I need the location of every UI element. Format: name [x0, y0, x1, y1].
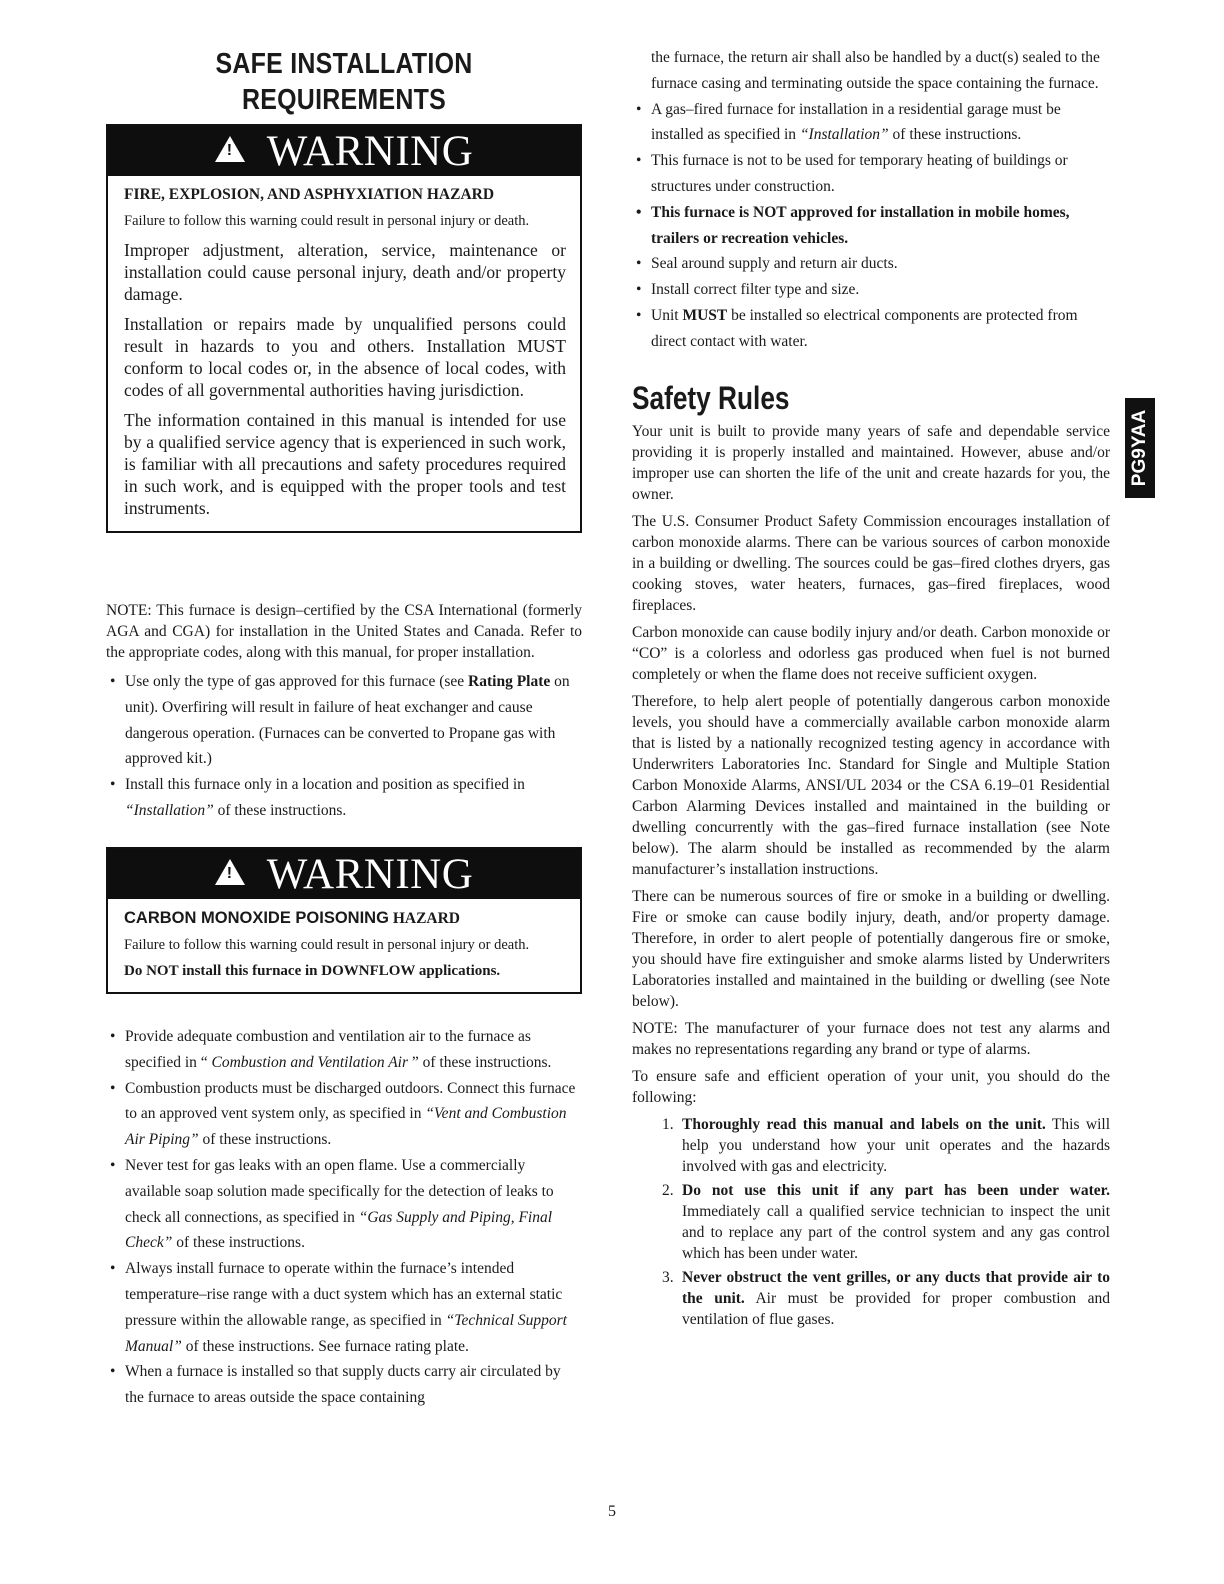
paragraph: There can be numerous sources of fire or smoke in a building or dwelling. Fire or smoke can cause bodily injury, death, and/or property damage. Therefore, in order to alert people of potentially dangerous fire or smoke, you should have fire extinguisher and smoke alarms listed by Underwriters Laboratories installed and maintained in the building or dwelling (see Note below). — [632, 888, 1110, 1010]
bullet-list-2 — [106, 1024, 582, 1411]
bullet-list — [106, 669, 582, 824]
hazard-title: FIRE, EXPLOSION, AND ASPHYXIATION HAZARD — [124, 186, 495, 203]
note-label: NOTE — [106, 602, 148, 619]
page-number: 5 — [608, 1503, 616, 1520]
warning-text: Do NOT install this furnace in DOWNFLOW applications. — [124, 963, 501, 979]
paragraph: Carbon monoxide can cause bodily injury and/or death. Carbon monoxide or “CO” is a colorless and odorless gas produced when fuel is not burned completely or when the flame does not receive sufficient oxygen. — [632, 624, 1110, 683]
list-item: • Unit MUST be installed so electrical components are protected from direct contact with water. — [632, 303, 1110, 355]
paragraph: Therefore, to help alert people of potentially dangerous carbon monoxide levels, you should have a commercially available carbon monoxide alarm that is listed by a nationally recognized testing agency in accordance with Underwriters Laboratories Inc. Standard for Single and Multiple Station Carbon Monoxide Alarms, ANSI/UL 2034 or the CSA 6.19–01 Residential Carbon Alarming Devices installed and maintained in the building or dwelling concurrently with the gas–fired furnace installation (see Note below). The alarm should be installed as recommended by the alarm manufacturer’s installation instructions. — [632, 693, 1110, 878]
list-item: • Combustion products must be discharged outdoors. Connect this furnace to an approved vent system only, as specified in “Vent and Combustion Air Piping” of these instructions. — [106, 1076, 582, 1153]
list-item: 3. Never obstruct the vent grilles, or any ducts that provide air to the unit. Air must be provided for proper combustion and ventilation of flue gases. — [662, 1269, 1111, 1328]
warning-header — [108, 126, 580, 176]
list-item: 2. Do not use this unit if any part has been under water. Immediately call a qualified service technician to inspect the unit and to replace any part of the control system and any gas control which has been under water. — [662, 1182, 1110, 1262]
warning-label: WARNING — [266, 850, 474, 898]
list-item: • Use only the type of gas approved for this furnace (see Rating Plate on unit). Overfiring will result in failure of heat exchanger and cause dangerous operation. (Furnaces can be converted to Propane gas with approved kit.) — [106, 669, 582, 772]
side-tab — [1125, 398, 1155, 498]
warning-triangle-icon: ! — [215, 859, 245, 885]
paragraph: The U.S. Consumer Product Safety Commission encourages installation of carbon monoxide alarms. There can be various sources of carbon monoxide in a building or dwelling. The sources could be gas–fired clothes dryers, gas cooking stoves, water heaters, furnaces, gas–fired fireplaces, wood fireplaces. — [632, 513, 1110, 614]
paragraph: To ensure safe and efficient operation of your unit, you should do the following: — [632, 1068, 1110, 1106]
list-item: • A gas–fired furnace for installation in a residential garage must be installed as specified in “Installation” of these instructions. — [632, 97, 1110, 149]
warning-header — [108, 849, 580, 899]
list-item: • Install correct filter type and size. — [632, 277, 1110, 303]
continued-text: the furnace, the return air shall also be handled by a duct(s) sealed to the furnace casing and terminating outside the space containing the furnace. — [651, 49, 1100, 92]
numbered-list — [632, 1114, 1110, 1330]
section-title-line1: SAFE INSTALLATION — [215, 48, 473, 80]
warning-text: Installation or repairs made by unqualified persons could result in hazards to you and others. Installation MUST conform to local codes or, in the absence of local codes, with codes of all governmental authorities having jurisdiction. — [124, 314, 566, 400]
paragraph: Your unit is built to provide many years of safe and dependable service providing it is properly installed and maintained. However, abuse and/or improper use can shorten the life of the unit and create hazards for you, the owner. — [632, 423, 1110, 503]
warning-text: Failure to follow this warning could result in personal injury or death. — [124, 937, 530, 953]
section-title-line2: REQUIREMENTS — [241, 84, 447, 116]
list-item: • When a furnace is installed so that supply ducts carry air circulated by the furnace to areas outside the space containing — [106, 1359, 582, 1411]
section-heading — [106, 46, 582, 118]
safety-rules-section — [632, 380, 1110, 1333]
warning-text: Improper adjustment, alteration, service, maintenance or installation could cause personal injury, death and/or property damage. — [124, 240, 566, 304]
warning-label: WARNING — [266, 127, 474, 175]
side-tab-label: PG9YAA — [1129, 409, 1150, 487]
list-item: • Never test for gas leaks with an open flame. Use a commercially available soap solution made specifically for the detection of leaks to check all connections, as specified in “Gas Supply and Piping, Final Check” of these instructions. — [106, 1153, 582, 1256]
list-item: • This furnace is NOT approved for installation in mobile homes, trailers or recreation vehicles. — [632, 200, 1110, 252]
list-item: • This furnace is not to be used for temporary heating of buildings or structures under construction. — [632, 148, 1110, 200]
note-paragraph: NOTE: This furnace is design–certified by the CSA International (formerly AGA and CGA) for installation in the United States and Canada. Refer to the appropriate codes, along with this manual, for proper installation. — [106, 602, 582, 661]
list-item: 1. Thoroughly read this manual and labels on the unit. This will help you understand how your unit operates and the hazards involved with gas and electricity. — [662, 1116, 1110, 1175]
right-top-list — [632, 45, 1110, 355]
warning-triangle-icon: ! — [215, 136, 245, 162]
warning-box-fire — [106, 124, 582, 533]
note-section — [106, 600, 582, 824]
note-label: NOTE — [632, 1020, 674, 1037]
list-item: • Always install furnace to operate within the furnace’s intended temperature–rise range with a duct system which has an external static pressure within the allowable range, as specified in “Technical Support Manual” of these instructions. See furnace rating plate. — [106, 1256, 582, 1359]
safety-rules-title: Safety Rules — [632, 380, 790, 416]
list-item: • Install this furnace only in a location and position as specified in “Installation” of these instructions. — [106, 772, 582, 824]
note-paragraph: NOTE: The manufacturer of your furnace does not test any alarms and makes no representations regarding any brand or type of alarms. — [632, 1020, 1110, 1058]
warning-box-co — [106, 847, 582, 994]
hazard-title: CARBON MONOXIDE POISONING HAZARD — [124, 909, 460, 927]
warning-text: The information contained in this manual is intended for use by a qualified service agency that is experienced in such work, is familiar with all precautions and safety procedures required in such work, and is equipped with the proper tools and test instruments. — [124, 410, 566, 518]
list-item: • Provide adequate combustion and ventilation air to the furnace as specified in “ Combustion and Ventilation Air ” of these instructions. — [106, 1024, 582, 1076]
list-item: • Seal around supply and return air ducts. — [632, 251, 1110, 277]
warning-text: Failure to follow this warning could result in personal injury or death. — [124, 213, 530, 229]
